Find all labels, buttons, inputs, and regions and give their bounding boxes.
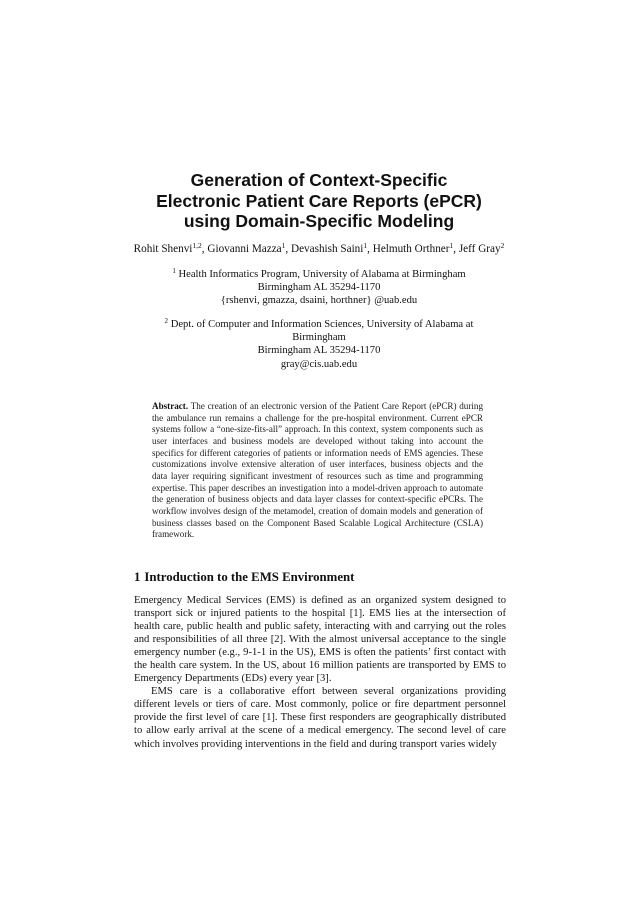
- abstract: [152, 401, 483, 541]
- affiliation-line: gray@cis.uab.edu: [280, 358, 358, 370]
- author-separator: ,: [367, 243, 373, 255]
- abstract-label: Abstract.: [152, 401, 189, 411]
- section-title: Introduction to the EMS Environment: [144, 570, 355, 584]
- affiliation-mark: 1: [172, 267, 176, 275]
- abstract-text: The creation of an electronic version of the Patient Care Report (ePCR) during the ambulance run remains a challenge for the pre-hospital environment. Current ePCR systems follow a “one-size-fits-all” approach. In this context, system components such as user interfaces and business models are developed without taking into account the specifics for different categories of patients or information needs of EMS agencies. These customizations involve extensive alteration of user interfaces, business objects and the data layer requiring significant investment of resources such as time and programming expertise. This paper describes an investigation into a model-driven approach to automate the generation of business objects and data layer classes for context-specific ePCRs. The workflow involves design of the metamodel, creation of domain models and generation of business classes based on the Component Based Scalable Logical Architecture (CSLA) framework.: [152, 401, 483, 540]
- affiliation-1: [150, 268, 488, 308]
- section-number: 1: [134, 570, 141, 584]
- affiliation-line: Birmingham AL 35294-1170: [257, 345, 381, 357]
- author-affil-mark: 1: [449, 241, 454, 250]
- section-heading: [134, 569, 514, 585]
- affiliation-text: Dept. of Computer and Information Sciences, University of Alabama at: [170, 319, 474, 330]
- title-line: using Domain-Specific Modeling: [183, 211, 455, 231]
- affiliation-line: {rshenvi, gmazza, dsaini, horthner} @uab.edu: [220, 295, 418, 307]
- author-name: Giovanni Mazza: [207, 243, 282, 255]
- body-paragraph: EMS care is a collaborative effort between several organizations providing different levels or tiers of care. Most commonly, police or fire department personnel provide the first level of care [1]. These first responders are geographically distributed to allow early arrival at the scene of a medical emergency. The second level of care which involves providing interventions in the field and during transport varies widely: [134, 686, 506, 750]
- body-paragraph: Emergency Medical Services (EMS) is defined as an organized system designed to transport sick or injured patients to the hospital [1]. EMS lies at the intersection of health care, public health and public safety, interacting with and carrying out the roles and responsibilities of all three [2]. With the almost universal acceptance to the single emergency number (e.g., 9-1-1 in the US), EMS is often the patients’ first contact with the health care system. In the US, about 16 million patients are transported by EMS to Emergency Departments (EDs) every year [3].: [134, 595, 506, 685]
- affiliation-text: Health Informatics Program, University of Alabama at Birmingham: [178, 269, 466, 280]
- author-list: [0, 242, 638, 256]
- affiliation-line: [150, 268, 488, 281]
- title-line: Electronic Patient Care Reports (ePCR): [156, 190, 482, 211]
- author-separator: ,: [201, 243, 208, 255]
- author-name: Rohit Shenvi: [133, 243, 193, 255]
- author-separator: ,: [453, 243, 459, 255]
- affiliation-line: Birmingham AL 35294-1170: [257, 282, 381, 294]
- section-body: [134, 594, 506, 751]
- author-affil-mark: 1,2: [192, 241, 202, 250]
- affiliation-2: [150, 318, 488, 371]
- affiliation-line: [150, 318, 488, 331]
- affiliation-mark: 2: [164, 317, 169, 325]
- author-name: Devashish Saini: [290, 243, 364, 255]
- author-affil-mark: 1: [281, 241, 286, 250]
- author-affil-mark: 1: [363, 241, 368, 250]
- title-line: Generation of Context-Specific: [190, 170, 448, 190]
- abstract-paragraph: [152, 401, 483, 541]
- author-name: Helmuth Orthner: [372, 243, 450, 255]
- author-affil-mark: 2: [500, 241, 505, 250]
- affiliation-line: Birmingham: [292, 332, 346, 344]
- author-name: Jeff Gray: [458, 243, 501, 255]
- author-separator: ,: [285, 243, 291, 255]
- paper-title: [0, 170, 638, 232]
